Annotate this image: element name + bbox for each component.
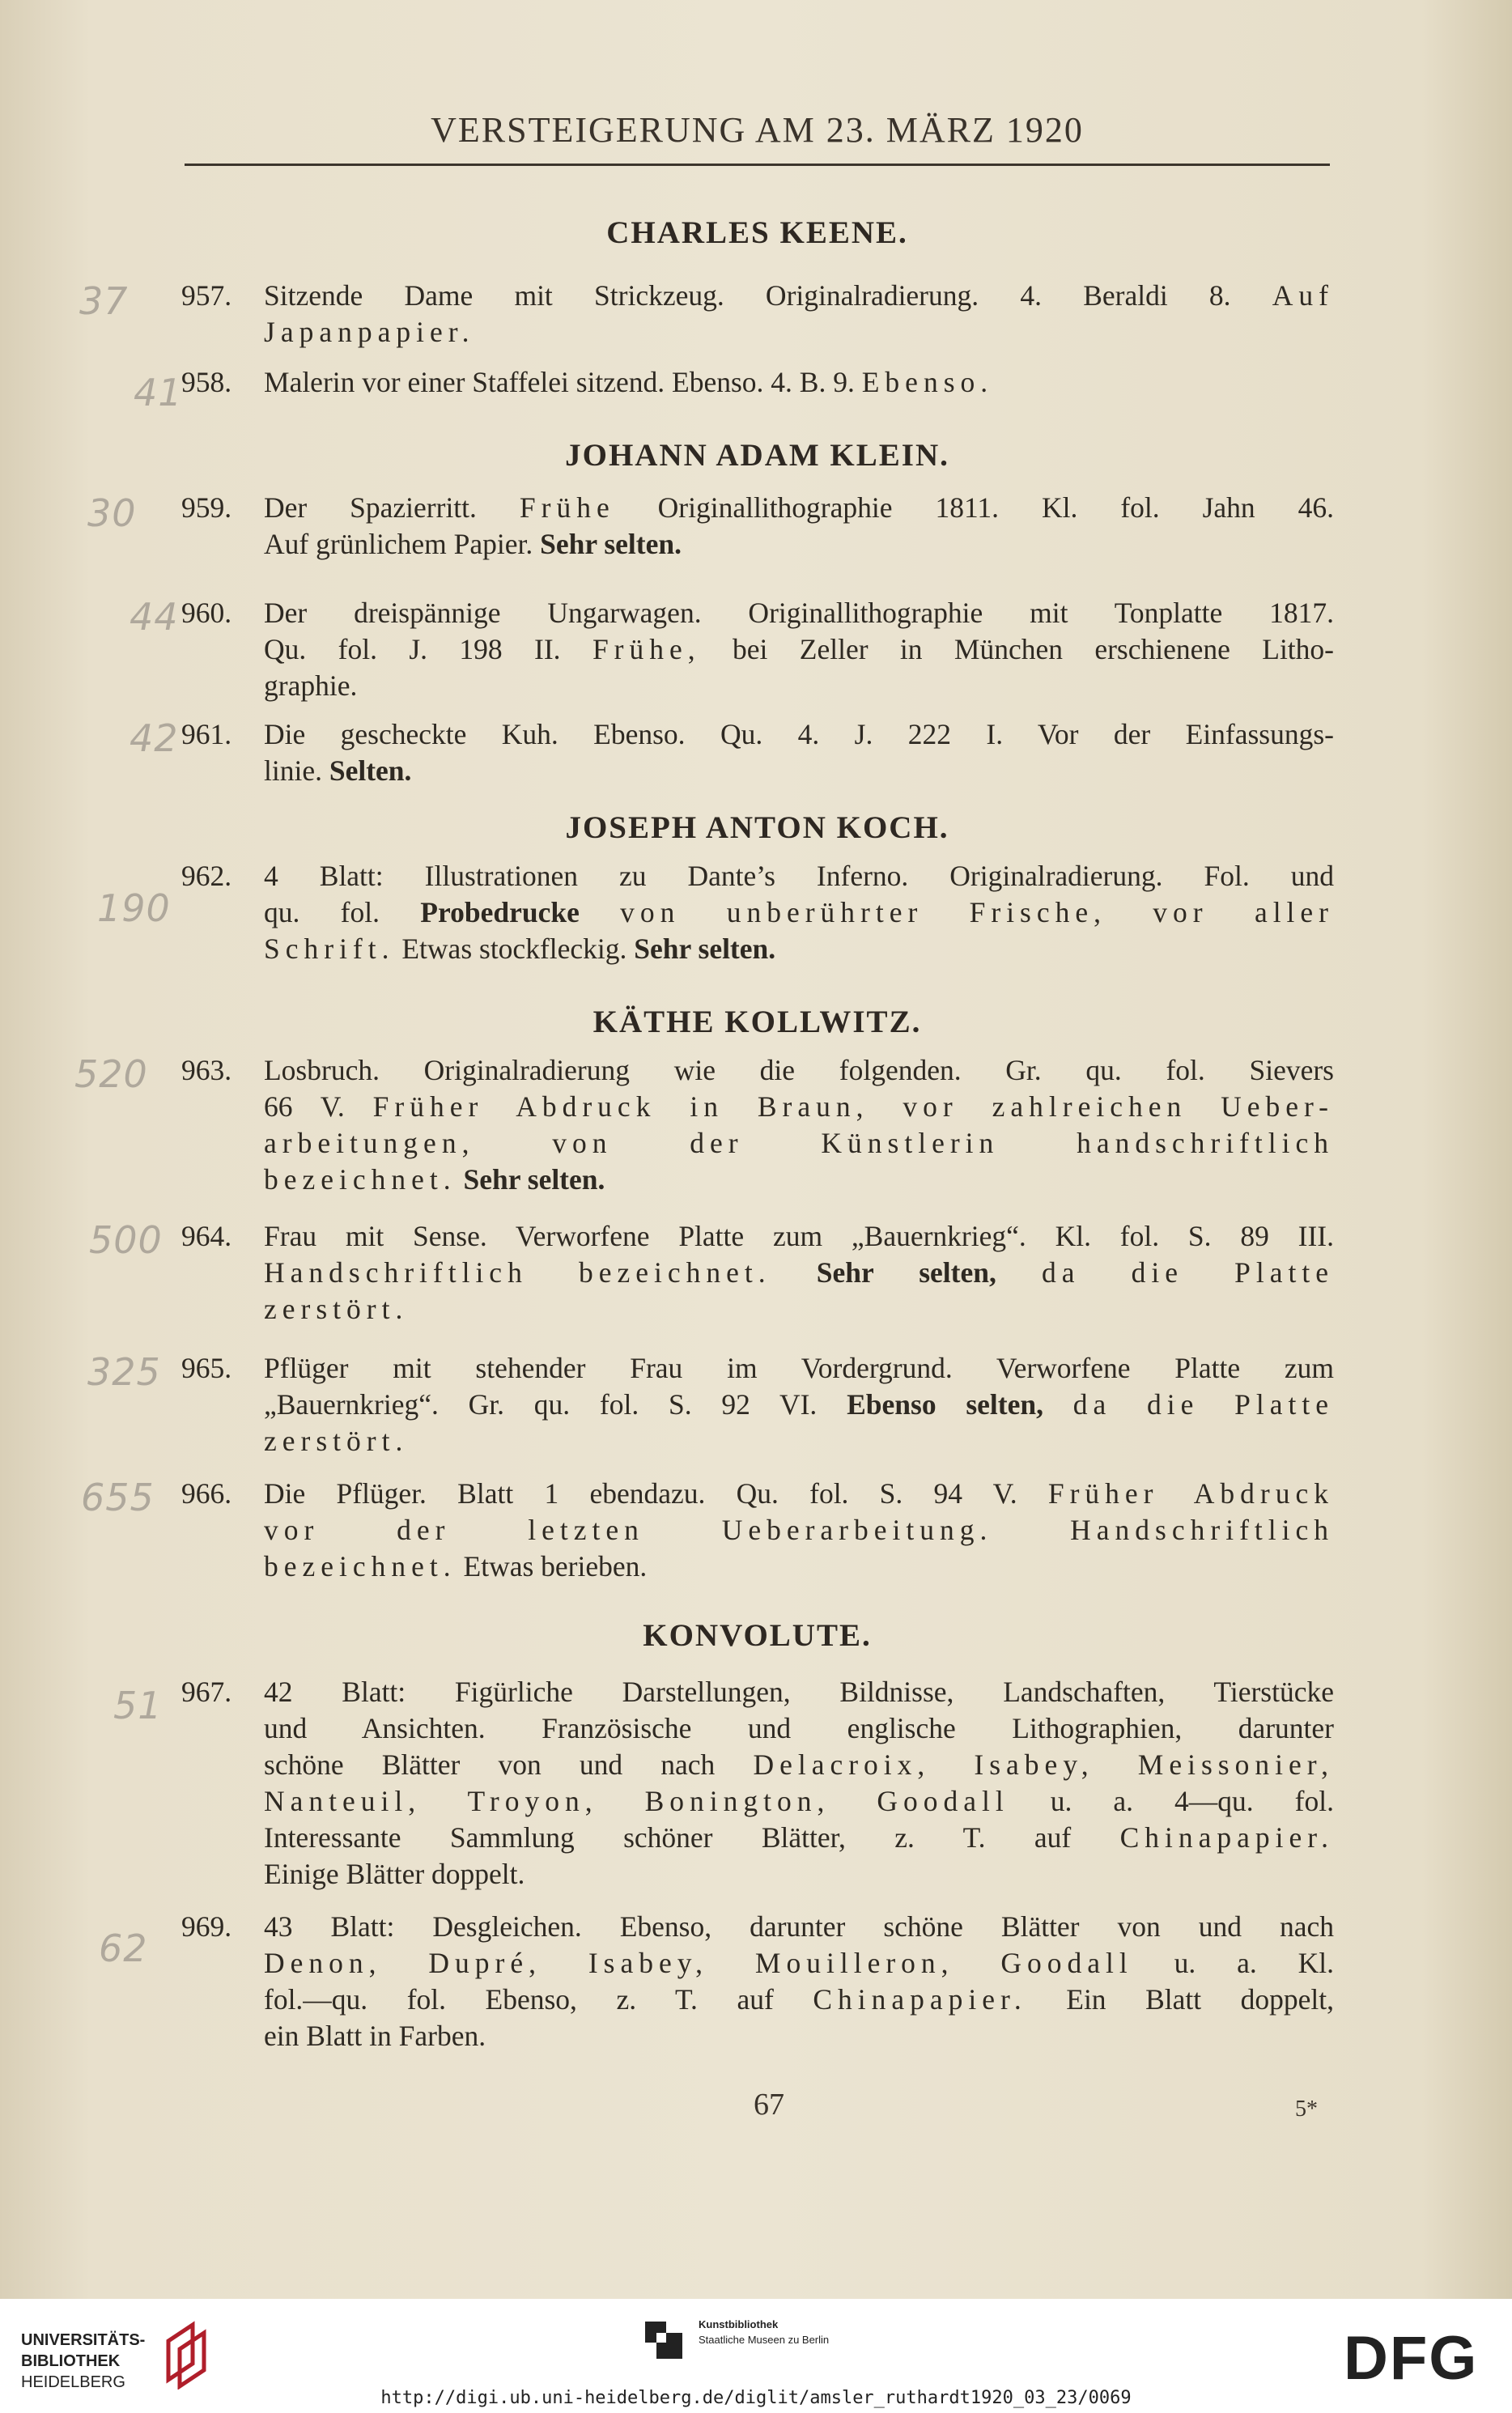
section-title-kollwitz: KÄTHE KOLLWITZ. [592,1005,922,1039]
lot-number: 958. [181,366,232,398]
description-line [264,1125,1334,1162]
text-segment: Denon, Dupré, Isabey, Mouilleron, Goodall [264,1947,1133,1979]
text-segment: Ein Blatt doppelt, [1026,1983,1335,2016]
text-segment: Ebenso. [861,366,994,398]
description-line [264,595,1334,631]
text-segment: Delacroix, Isabey, Meissonier, [753,1748,1334,1781]
text-segment: Selten. [329,754,412,787]
description-line [264,1423,1334,1459]
description-line [264,1548,1334,1585]
description-line [264,716,1334,753]
description-line [264,1052,1334,1089]
text-segment: 42 Blatt: Figürliche Darstellungen, Bildnisse, Landschaften, Tierstücke [264,1676,1334,1708]
section-title-klein: JOHANN ADAM KLEIN. [565,438,949,473]
text-segment: Schrift. [264,932,395,965]
pencil-price-annotation: 37 [79,279,129,323]
description-line [264,894,1334,931]
description-line [264,631,1334,668]
text-segment [996,1256,1042,1289]
lot-description [264,716,1334,789]
text-segment: arbeitungen, von der Künstlerin handschriftlich [264,1127,1334,1159]
lot-description [264,1476,1334,1585]
description-line [264,490,1334,526]
text-segment: Frühe, [592,633,701,665]
lot-description [264,1350,1334,1459]
text-segment [771,1256,817,1289]
signature-mark: 5* [1295,2097,1318,2122]
text-segment [1043,1388,1073,1421]
description-line [264,526,1334,563]
text-segment: 66 V. [264,1090,373,1123]
permalink-url[interactable]: http://digi.ub.uni-heidelberg.de/diglit/amsler_ruthardt1920_03_23/0069 [380,2388,1132,2408]
text-segment: Sehr selten. [634,932,776,965]
description-line [264,1350,1334,1387]
text-segment: Sehr selten, [816,1256,996,1289]
lot-number: 960. [181,597,232,629]
description-line [264,1255,1334,1291]
text-segment: 4 Blatt: Illustrationen zu Dante’s Inferno. Originalradierung. Fol. und [264,860,1334,892]
description-line [264,1747,1334,1783]
text-segment: Sehr selten. [540,528,682,560]
pencil-price-annotation: 62 [99,1927,148,1970]
library-name-line2: BIBLIOTHEK [21,2352,121,2370]
lot-description [264,595,1334,704]
text-segment: Der dreispännige Ungarwagen. Originallithographie mit Tonplatte 1817. [264,597,1334,629]
pencil-price-annotation: 655 [81,1476,155,1519]
pencil-price-annotation: 44 [130,595,179,639]
text-segment: u. a. Kl. [1132,1947,1334,1979]
kb-subtitle: Staatliche Museen zu Berlin [699,2334,830,2346]
lot-description [264,1052,1334,1198]
text-segment: Ebenso selten, [847,1388,1043,1421]
description-line [264,1387,1334,1423]
text-segment: u. a. 4—qu. fol. [1009,1785,1334,1817]
description-line [264,1512,1334,1548]
description-line [264,753,1334,789]
text-segment: Die Pflüger. Blatt 1 ebendazu. Qu. fol. S. 94 V. [264,1477,1048,1510]
section-title-keene: CHARLES KEENE. [606,215,908,250]
text-segment: Etwas berieben. [456,1550,648,1582]
pencil-price-annotation: 41 [134,371,183,414]
lot-number: 961. [181,718,232,750]
text-segment: Losbruch. Originalradierung wie die folgenden. Gr. qu. fol. Sievers [264,1054,1334,1086]
university-library-logo[interactable] [21,2330,145,2393]
text-segment: Etwas stockfleckig. [394,932,635,965]
lot-description [264,364,1334,401]
section-title-koch: JOSEPH ANTON KOCH. [565,810,949,845]
pencil-price-annotation: 325 [87,1350,161,1394]
text-segment: Frau mit Sense. Verworfene Platte zum „Bauernkrieg“. Kl. fol. S. 89 III. [264,1220,1334,1252]
lot-description [264,1218,1334,1328]
text-segment: Chinapapier. [813,1983,1027,2016]
kunstbibliothek-mark-icon [645,2322,682,2359]
text-segment: Der Spazierritt. [264,491,520,524]
text-segment: Chinapapier. [1119,1821,1334,1854]
dfg-logo[interactable]: DFG [1344,2324,1479,2393]
lot-description [264,278,1334,350]
pencil-price-annotation: 42 [130,716,179,760]
description-line [264,1162,1334,1198]
description-line [264,364,1334,401]
header-rule [185,164,1330,166]
text-segment: graphie. [264,669,358,702]
text-segment: Japanpapier. [264,316,475,348]
library-mark-icon [160,2317,212,2390]
kunstbibliothek-logo[interactable] [699,2317,829,2347]
description-line [264,1982,1334,2018]
text-segment: bezeichnet. [264,1163,457,1196]
lot-number: 965. [181,1352,232,1384]
text-segment: Früher Abdruck [1047,1477,1334,1510]
text-segment: Probedrucke [420,896,580,928]
section-title-konvolute: KONVOLUTE. [643,1618,872,1653]
text-segment: Frühe [519,491,615,524]
text-segment: Handschriftlich bezeichnet. [264,1256,771,1289]
text-segment: zerstört. [264,1425,409,1457]
text-segment: linie. [264,754,329,787]
text-segment: Qu. fol. J. 198 II. [264,633,592,665]
text-segment: Früher Abdruck in Braun, vor zahlreichen Ueber- [372,1090,1334,1123]
lot-number: 969. [181,1910,232,1943]
lot-number: 963. [181,1054,232,1086]
lot-description [264,858,1334,967]
text-segment: vor der letzten Ueberarbeitung. Handschriftlich [264,1514,1334,1546]
pencil-price-annotation: 30 [87,491,137,535]
text-segment: Einige Blätter doppelt. [264,1858,525,1890]
page-number: 67 [754,2088,784,2122]
lot-number: 962. [181,860,232,892]
description-line [264,1674,1334,1710]
lot-description [264,1674,1334,1893]
kb-title: Kunstbibliothek [699,2318,779,2330]
text-segment [580,896,620,928]
text-segment: qu. fol. [264,896,421,928]
description-line [264,858,1334,894]
text-segment: und Ansichten. Französische und englische Lithographien, darunter [264,1712,1334,1744]
text-segment: da die Platte [1072,1388,1334,1421]
pencil-price-annotation: 190 [97,886,171,930]
text-segment: 43 Blatt: Desgleichen. Ebenso, darunter schöne Blätter von und nach [264,1910,1334,1943]
lot-number: 966. [181,1477,232,1510]
text-segment: Malerin vor einer Staffelei sitzend. Ebenso. 4. B. 9. [264,366,862,398]
text-segment: ein Blatt in Farben. [264,2020,486,2052]
text-segment: fol.—qu. fol. Ebenso, z. T. auf [264,1983,813,2016]
description-line [264,1218,1334,1255]
lot-number: 957. [181,279,232,312]
text-segment: Auf grünlichem Papier. [264,528,541,560]
text-segment: schöne Blätter von und nach [264,1748,754,1781]
description-line [264,278,1334,314]
lot-number: 959. [181,491,232,524]
text-segment: Sitzende Dame mit Strickzeug. Originalradierung. 4. Beraldi 8. [264,279,1272,312]
text-segment: „Bauernkrieg“. Gr. qu. fol. S. 92 VI. [264,1388,847,1421]
description-line [264,668,1334,704]
text-segment [457,1163,464,1196]
text-segment: zerstört. [264,1293,409,1325]
text-segment: da die Platte [1042,1256,1335,1289]
library-name-line3: HEIDELBERG [21,2373,125,2391]
lot-number: 964. [181,1220,232,1252]
running-head: VERSTEIGERUNG AM 23. MÄRZ 1920 [431,110,1084,150]
pencil-price-annotation: 520 [74,1052,148,1096]
footer-bar [0,2299,1512,2413]
lot-number: 967. [181,1676,232,1708]
description-line [264,931,1334,967]
lot-description [264,490,1334,563]
text-segment: Originallithographie 1811. Kl. fol. Jahn 46. [614,491,1334,524]
description-line [264,1710,1334,1747]
text-segment: Die gescheckte Kuh. Ebenso. Qu. 4. J. 222 I. Vor der Einfassungs- [264,718,1334,750]
description-line [264,2018,1334,2054]
text-segment: Auf [1272,279,1334,312]
description-line [264,1820,1334,1856]
text-segment: Sehr selten. [463,1163,605,1196]
description-line [264,314,1334,350]
pencil-price-annotation: 51 [113,1684,163,1727]
description-line [264,1909,1334,1945]
pencil-price-annotation: 500 [89,1218,163,1262]
library-name-line1: UNIVERSITÄTS- [21,2331,146,2349]
text-segment: Interessante Sammlung schöner Blätter, z. T. auf [264,1821,1120,1854]
description-line [264,1856,1334,1893]
description-line [264,1783,1334,1820]
description-line [264,1089,1334,1125]
text-segment: bei Zeller in München erschienene Litho- [700,633,1334,665]
text-segment: bezeichnet. [264,1550,457,1582]
text-segment: von unberührter Frische, vor aller [620,896,1335,928]
text-segment: Nanteuil, Troyon, Bonington, Goodall [264,1785,1009,1817]
description-line [264,1476,1334,1512]
description-line [264,1291,1334,1328]
text-segment: Pflüger mit stehender Frau im Vordergrund. Verworfene Platte zum [264,1352,1334,1384]
description-line [264,1945,1334,1982]
lot-description [264,1909,1334,2054]
